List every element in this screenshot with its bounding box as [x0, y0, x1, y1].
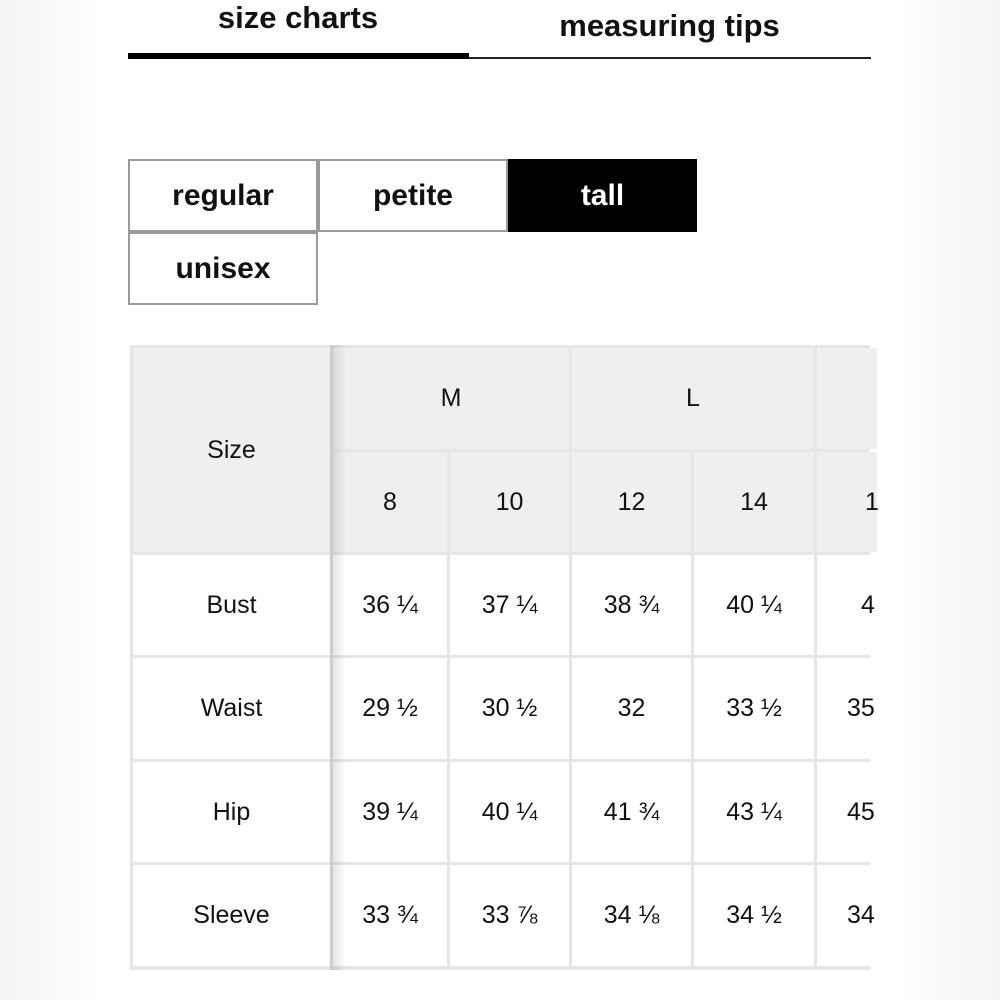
table-cell: 37 ¼ — [450, 555, 569, 655]
size-column-header: Size — [133, 348, 330, 552]
table-cell: 32 — [572, 658, 691, 759]
table-cell: 35 — [817, 658, 877, 759]
fit-regular-button[interactable]: regular — [128, 159, 318, 232]
size-header-10: 10 — [450, 452, 569, 552]
size-header-8: 8 — [333, 452, 447, 552]
table-cell: 34 ½ — [694, 865, 814, 966]
table-cell: 43 ¼ — [694, 762, 814, 862]
table-cell: 34 ⅛ — [572, 865, 691, 966]
table-cell: 4 — [817, 555, 877, 655]
table-cell: 39 ¼ — [333, 762, 447, 862]
chart-tabs — [128, 0, 871, 60]
table-cell: 34 — [817, 865, 877, 966]
table-cell: 41 ¾ — [572, 762, 691, 862]
row-label-sleeve: Sleeve — [133, 865, 330, 966]
row-label-waist: Waist — [133, 658, 330, 759]
active-tab-indicator — [128, 53, 469, 59]
table-cell: 33 ¾ — [333, 865, 447, 966]
table-cell: 36 ¼ — [333, 555, 447, 655]
size-header-12: 12 — [572, 452, 691, 552]
fit-tall-button[interactable]: tall — [508, 159, 697, 232]
group-header-next — [817, 348, 877, 449]
size-table — [130, 345, 879, 970]
size-header-16: 1 — [817, 452, 877, 552]
tab-measuring-tips[interactable]: measuring tips — [559, 8, 780, 43]
tab-size-charts[interactable]: size charts — [217, 0, 379, 35]
table-cell: 45 — [817, 762, 877, 862]
table-cell: 30 ½ — [450, 658, 569, 759]
page-shadow-right — [900, 0, 1000, 1000]
group-header-l: L — [572, 348, 814, 449]
fit-petite-button[interactable]: petite — [318, 159, 508, 232]
group-header-m: M — [333, 348, 569, 449]
table-cell: 40 ¼ — [450, 762, 569, 862]
table-cell: 29 ½ — [333, 658, 447, 759]
page-shadow-left — [0, 0, 100, 1000]
fit-unisex-button[interactable]: unisex — [128, 232, 318, 305]
table-cell: 40 ¼ — [694, 555, 814, 655]
row-label-bust: Bust — [133, 555, 330, 655]
row-label-hip: Hip — [133, 762, 330, 862]
table-cell: 38 ¾ — [572, 555, 691, 655]
table-cell: 33 ½ — [694, 658, 814, 759]
size-header-14: 14 — [694, 452, 814, 552]
table-cell: 33 ⅞ — [450, 865, 569, 966]
